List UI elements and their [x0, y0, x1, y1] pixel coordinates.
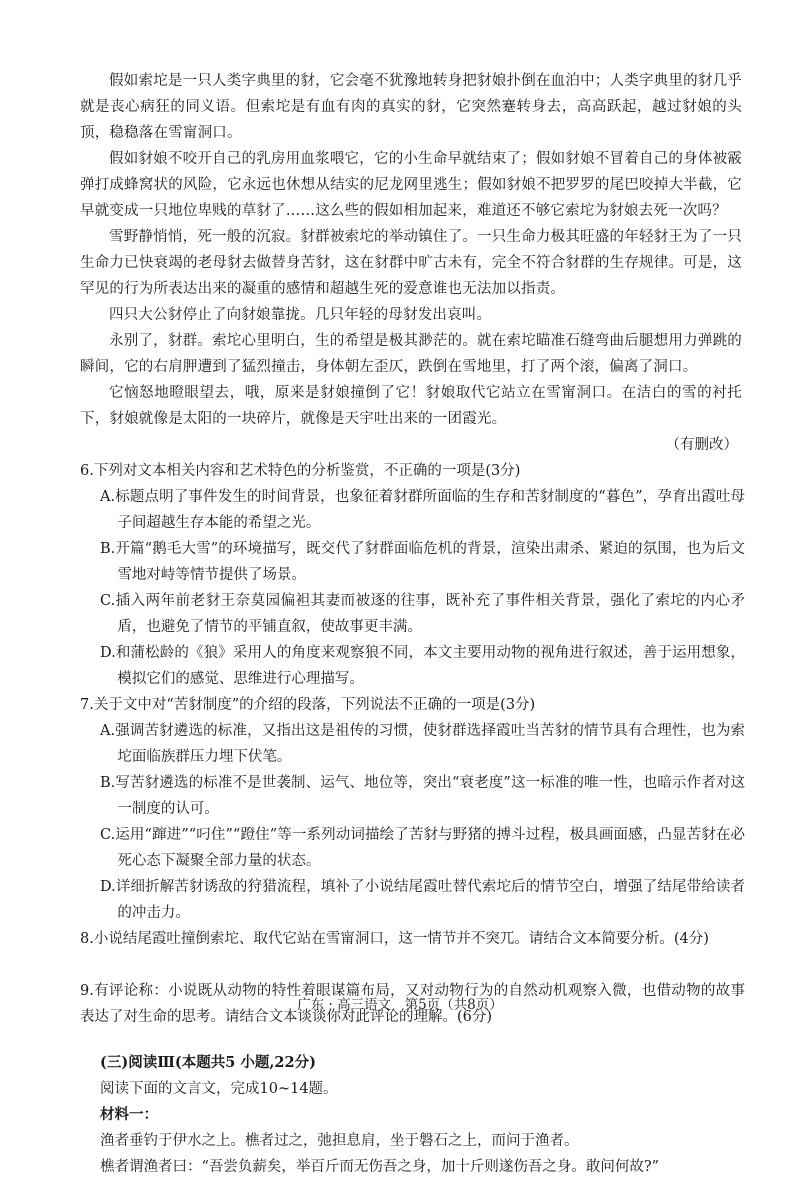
question-7-option-b — [100, 770, 745, 822]
question-7-option-c — [100, 822, 745, 874]
section-3-instruction: 阅读下面的文言文，完成10~14题。 — [100, 1081, 338, 1097]
material-line-2: 樵者谓渔者曰：“吾尝负薪矣，举百斤而无伤吾之身，加十斤则遂伤吾之身。敢问何故?” — [100, 1159, 660, 1175]
passage-paragraph-5: 永别了，豺群。索坨心里明白，生的希望是极其渺茫的。就在索坨瞄准石缝弯曲后腿想用力弹跳的瞬间，它的右肩胛遭到了猛烈撞击，身体朝左歪仄，跌倒在雪地里，打了两个滚，偏离了洞口。 — [80, 333, 742, 375]
passage-paragraph-3: 雪野静悄悄，死一般的沉寂。豺群被索坨的举动镇住了。一只生命力极其旺盛的年轻豺王为了一只生命力已快衰竭的老母豺去做替身苦豺，这在豺群中旷古未有，完全不符合豺群的生存规律。可是，这罕见的行为所表达出来的凝重的感情和超越生死的爱意谁也无法加以指责。 — [80, 229, 742, 297]
section-3-heading: (三)阅读Ⅲ(本题共5 小题,22分) — [100, 1054, 316, 1071]
passage-paragraph-6: 它恼怒地瞪眼望去，哦，原来是豺娘撞倒了它！豺娘取代它站立在雪甯洞口。在洁白的雪的衬托下，豺娘就像是太阳的一块碎片，就像是天宇吐出来的一团霞光。 — [80, 385, 742, 427]
question-7-option-d — [100, 874, 745, 926]
source-note: （有删改） — [665, 437, 738, 453]
question-7-option-a — [100, 718, 745, 770]
passage-paragraph-2: 假如豺娘不咬开自己的乳房用血浆喂它，它的小生命早就结束了；假如豺娘不冒着自己的身体被霰弹打成蜂窝状的风险，它永远也休想从结实的尼龙网里逃生；假如豺娘不把罗罗的尾巴咬掉大半截，它早就变成一只地位卑贱的草豺了……这么些的假如相加起来，难道还不够它索坨为豺娘去死一次吗？ — [80, 151, 742, 219]
option-text: B.写苦豺遴选的标准不是世袭制、运气、地位等，突出“衰老度”这一标准的唯一性，也暗示作者对这一制度的认可。 — [100, 775, 745, 817]
question-7-stem: 7.关于文中对“苦豺制度”的介绍的段落，下列说法不正确的一项是(3分) — [80, 697, 536, 713]
option-text: B.开篇“鹅毛大雪”的环境描写，既交代了豺群面临危机的背景，渲染出肃杀、紧迫的氛围，也为后文雪地对峙等情节提供了场景。 — [100, 541, 745, 583]
option-text: C.运用“蹿进”“叼住”“蹬住”等一系列动词描绘了苦豺与野猪的搏斗过程，极具画面感，凸显苦豺在必死心态下凝聚全部力量的状态。 — [100, 827, 745, 869]
page-footer: 广东 · 高三语文 第5页（共8页） — [297, 997, 503, 1013]
option-text: A.标题点明了事件发生的时间背景，也象征着豺群所面临的生存和苦豺制度的“暮色”，孕育出霞吐母子间超越生存本能的希望之光。 — [100, 489, 745, 531]
option-text: D.详细折解苦豺诱敌的狩猎流程，填补了小说结尾霞吐替代索坨后的情节空白，增强了结尾带给读者的冲击力。 — [100, 879, 745, 921]
question-6-option-c — [100, 588, 745, 640]
question-8: 8.小说结尾霞吐撞倒索坨、取代它站在雪甯洞口，这一情节并不突兀。请结合文本简要分析。(4分) — [80, 931, 709, 947]
question-9: 9.有评论称：小说既从动物的特性着眼谋篇布局，又对动物行为的自然动机观察入微，也借动物的故事表达了对生命的思考。请结合文本谈谈你对此评论的理解。(6分) — [80, 983, 745, 1025]
question-6-option-d — [100, 640, 745, 692]
option-text: A.强调苦豺遴选的标准，又指出这是祖传的习惯，使豺群选择霞吐当苦豺的情节具有合理性，也为索坨面临族群压力埋下伏笔。 — [100, 723, 745, 765]
material-line-1: 渔者垂钓于伊水之上。樵者过之，弛担息肩，坐于磐石之上，而问于渔者。 — [100, 1133, 579, 1149]
passage-paragraph-4: 四只大公豺停止了向豺娘靠拢。几只年轻的母豺发出哀叫。 — [109, 307, 492, 323]
option-text: D.和蒲松龄的《狼》采用人的角度来观察狼不同，本文主要用动物的视角进行叙述，善于运用想象，模拟它们的感觉、思维进行心理描写。 — [100, 645, 745, 687]
option-text: C.插入两年前老豺王奈莫园偏袒其妻而被逐的往事，既补充了事件相关背景，强化了索坨的内心矛盾，也避免了情节的平铺直叙，使故事更丰满。 — [100, 593, 745, 635]
question-6-option-b — [100, 536, 745, 588]
question-6-stem: 6.下列对文本相关内容和艺术特色的分析鉴赏，不正确的一项是(3分) — [80, 463, 521, 479]
material-label: 材料一： — [100, 1106, 158, 1123]
question-6-option-a — [100, 484, 745, 536]
passage-paragraph-1: 假如索坨是一只人类字典里的豺，它会毫不犹豫地转身把豺娘扑倒在血泊中；人类字典里的豺几乎就是丧心病狂的同义语。但索坨是有血有肉的真实的豺，它突然蹇转身去，高高跃起，越过豺娘的头顶，稳稳落在雪甯洞口。 — [80, 73, 742, 141]
